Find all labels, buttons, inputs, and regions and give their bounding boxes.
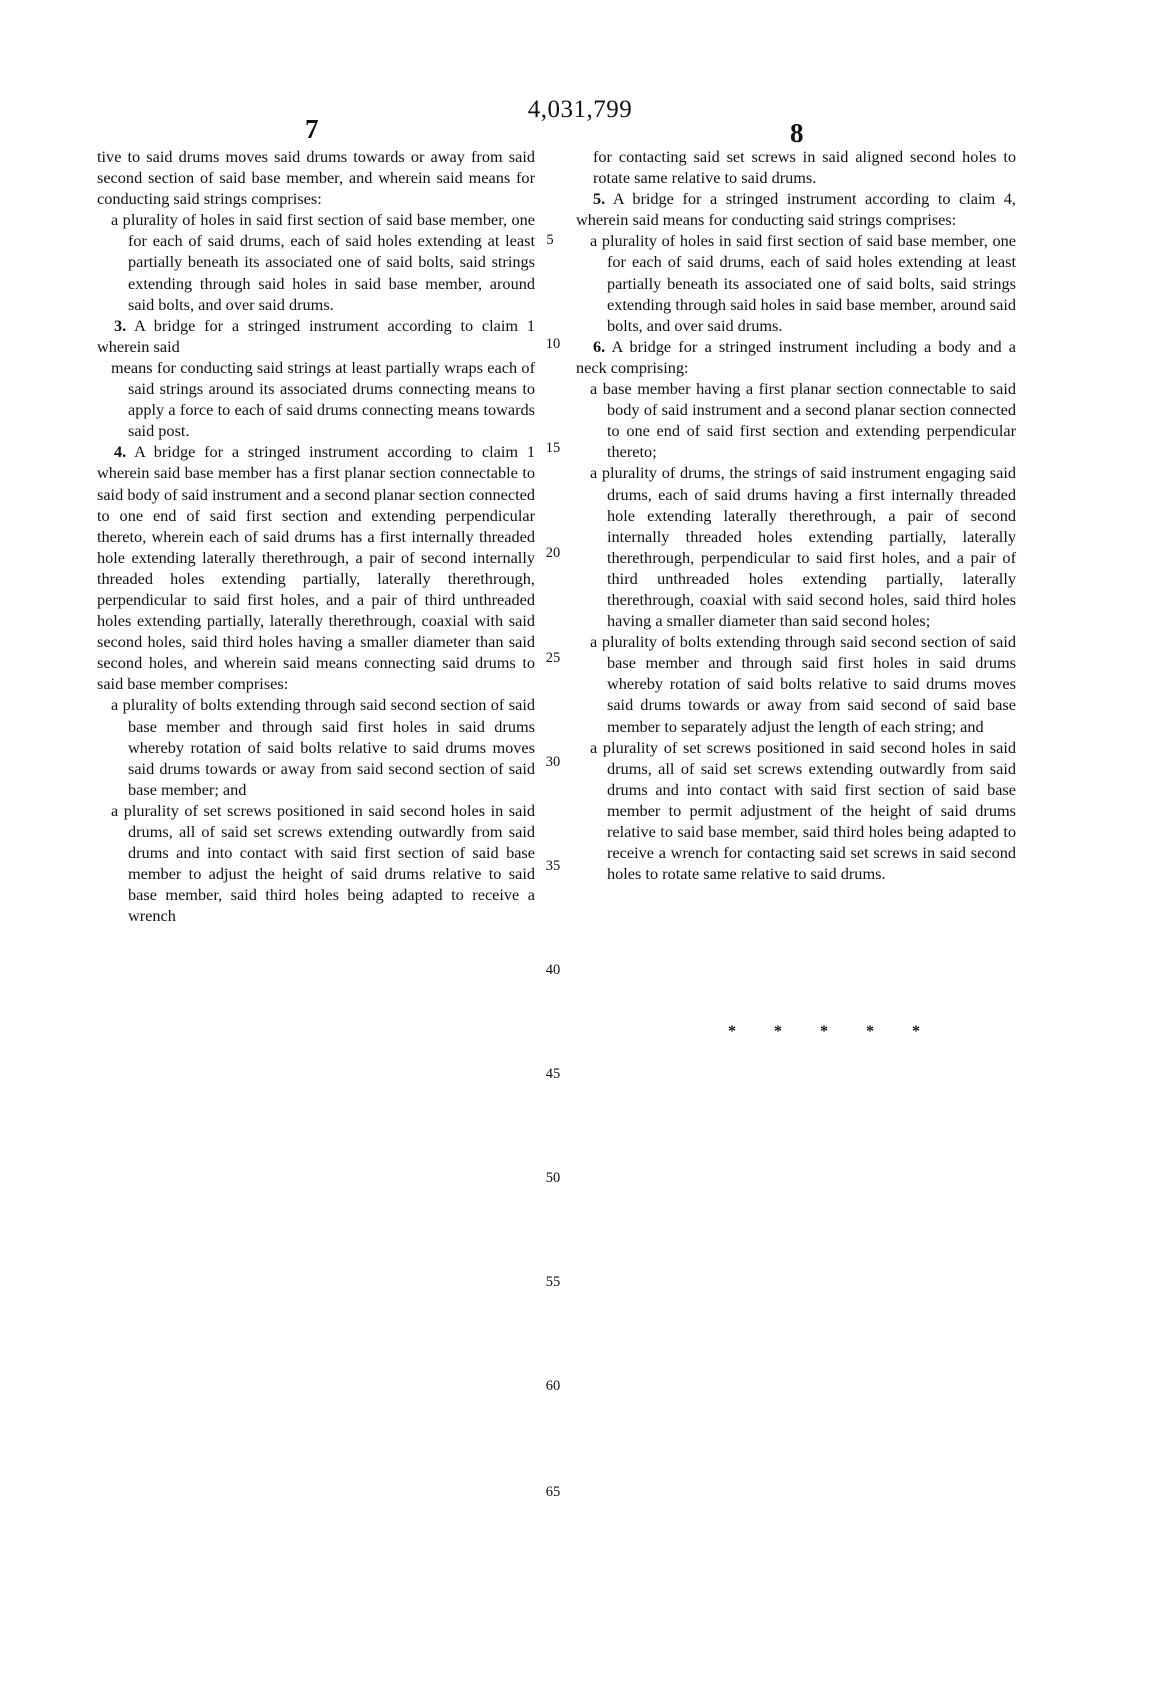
line-number: 55 [545,1274,561,1290]
line-number: 60 [545,1378,561,1394]
claim-5 [576,188,1016,230]
paragraph: for contacting said set screws in said aligned second holes to rotate same relative to said drums. [593,147,1016,188]
claim-number: 4. [114,442,127,462]
claim-text: A bridge for a stringed instrument according to claim 4, wherein said means for conducting said strings comprises: [576,189,1016,230]
line-number: 15 [545,440,561,456]
paragraph: tive to said drums moves said drums towards or away from said second section of said base member, and wherein said means for conducting said strings comprises: [97,147,535,209]
claim-element: a plurality of set screws positioned in said second holes in said drums, all of said set screws extending outwardly from said drums and into contact with said first section of said base member to permit adjustment of the height of said drums relative to said base member, said third holes being adapted to receive a wrench for contacting said set screws in said second holes to rotate same relative to said drums. [590,737,1016,884]
claim-text: A bridge for a stringed instrument according to claim 1 wherein said [97,315,535,356]
claim-number: 6. [593,336,606,356]
claim-element: means for conducting said strings at least partially wraps each of said strings around its associated drums connecting means to apply a force to each of said drums connecting means towards said post. [111,357,535,441]
left-column [97,146,535,926]
claim-6 [576,336,1016,378]
claim-element: a plurality of holes in said first section of said base member, one for each of said drums, each of said holes extending at least partially beneath its associated one of said bolts, said strings extending through said holes in said base member, around said bolts, and over said drums. [590,231,1016,335]
claim-3 [97,315,535,357]
line-number: 50 [545,1170,561,1186]
claim-element: a plurality of holes in said first section of said base member, one for each of said drums, each of said holes extending at least partially beneath its associated one of said bolts, said strings extending through said holes in said base member, around said bolts, and over said drums. [111,210,535,314]
right-column [576,146,1016,884]
claim-element: a plurality of bolts extending through said second section of said base member and through said first holes in said drums whereby rotation of said bolts relative to said drums moves said drums towards or away from said second of said base member to separately adjust the length of each string; and [590,632,1016,736]
line-number: 65 [545,1484,561,1500]
claim-number: 3. [114,315,127,335]
claim-number: 5. [593,189,606,209]
page-number-left: 7 [305,114,319,144]
line-number: 40 [545,962,561,978]
claim-element: a plurality of drums, the strings of said instrument engaging said drums, each of said drums having a first internally threaded hole extending laterally therethrough, a pair of second internally threaded holes extending partially, laterally therethrough, perpendicular to said first holes, and a pair of third unthreaded holes extending partially, laterally therethrough, coaxial with said second holes, said third holes having a smaller diameter than said second holes; [590,463,1016,631]
line-number: 20 [545,545,561,561]
patent-number: 4,031,799 [527,96,633,123]
line-number: 10 [545,336,561,352]
claim-text: A bridge for a stringed instrument according to claim 1 wherein said base member has a first planar section connectable to said body of said instrument and a second planar section connected to one end of said first section and extending perpendicular thereto, wherein each of said drums has a first internally threaded hole extending laterally therethrough, a pair of second internally threaded holes extending partially, laterally therethrough, perpendicular to said first holes, and a pair of third unthreaded holes extending partially, laterally therethrough, coaxial with said second holes, said third holes having a smaller diameter than said second holes, and wherein said means connecting said drums to said base member comprises: [97,442,535,694]
claim-element: a base member having a first planar section connectable to said body of said instrument and a second planar section connected to one end of said first section and extending perpendicular thereto; [590,379,1016,462]
line-number: 35 [545,858,561,874]
page-number-right: 8 [790,118,804,148]
claim-text: A bridge for a stringed instrument including a body and a neck comprising: [576,336,1016,377]
end-of-document-mark: * * * * * [728,1023,937,1040]
line-number: 45 [545,1066,561,1082]
claim-element: a plurality of bolts extending through said second section of said base member and through said first holes in said drums whereby rotation of said bolts relative to said drums moves said drums towards or away from said second section of said base member; and [111,695,535,799]
claim-4 [97,441,535,694]
line-number: 5 [546,232,554,248]
claim-element: a plurality of set screws positioned in said second holes in said drums, all of said set screws extending outwardly from said drums and into contact with said first section of said base member to adjust the height of said drums relative to said base member, said third holes being adapted to receive a wrench [111,800,535,926]
line-number: 25 [545,650,561,666]
line-number: 30 [545,754,561,770]
